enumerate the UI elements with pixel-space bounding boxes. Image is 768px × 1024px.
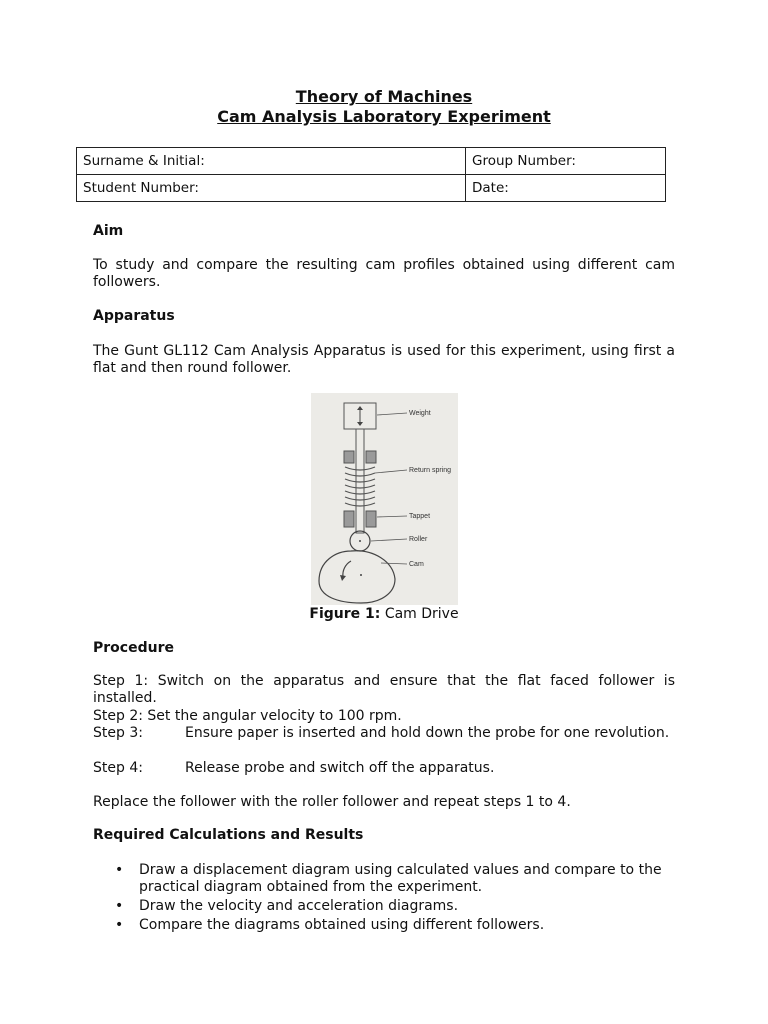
aim-heading: Aim: [93, 223, 124, 239]
figure-caption-label: Figure 1:: [309, 606, 381, 622]
step-2: Step 2: Set the angular velocity to 100 rpm.: [93, 708, 402, 724]
list-item: Draw the velocity and acceleration diagrams.: [139, 898, 459, 914]
group-number-field: Group Number:: [466, 148, 666, 175]
list-item: Draw a displacement diagram using calculated values and compare to the practical diagram obtained from the experiment.: [139, 862, 662, 895]
tappet-label: Tappet: [409, 513, 431, 520]
cam-drive-figure: [311, 393, 458, 605]
bullet-marker: •: [115, 917, 124, 933]
table-row: [77, 148, 666, 175]
step-3-label: Step 3:: [93, 725, 143, 741]
figure-caption-text: Cam Drive: [384, 606, 459, 622]
step-4-label: Step 4:: [93, 760, 143, 776]
apparatus-text: The Gunt GL112 Cam Analysis Apparatus is used for this experiment, using first a flat and then round follower.: [93, 343, 675, 376]
table-row: [77, 175, 666, 202]
cam-drive-diagram: [311, 393, 458, 605]
step-3-text: Ensure paper is inserted and hold down the probe for one revolution.: [185, 725, 670, 741]
step-4: [93, 760, 675, 777]
cam-label: Cam: [409, 561, 424, 568]
replace-follower-text: Replace the follower with the roller follower and repeat steps 1 to 4.: [93, 794, 571, 810]
step-3: [93, 725, 675, 742]
document-subtitle: Cam Analysis Laboratory Experiment: [217, 107, 551, 126]
date-field: Date:: [466, 175, 666, 202]
apparatus-heading: Apparatus: [93, 308, 175, 324]
bullet-marker: •: [115, 862, 124, 878]
list-item: Compare the diagrams obtained using different followers.: [139, 917, 545, 933]
bullet-marker: •: [115, 898, 124, 914]
figure-caption: [0, 606, 768, 622]
roller-label: Roller: [409, 536, 428, 543]
aim-text: To study and compare the resulting cam profiles obtained using different cam followers.: [93, 257, 675, 290]
procedure-heading: Procedure: [93, 640, 174, 656]
weight-label: Weight: [409, 410, 431, 417]
student-number-field: Student Number:: [77, 175, 466, 202]
student-info-table: [76, 147, 666, 202]
document-title: Theory of Machines: [295, 87, 473, 106]
results-heading: Required Calculations and Results: [93, 827, 364, 843]
surname-field: Surname & Initial:: [77, 148, 466, 175]
step-1: Step 1: Switch on the apparatus and ensure that the flat faced follower is installed.: [93, 673, 675, 706]
return-spring-label: Return spring: [409, 467, 452, 474]
step-4-text: Release probe and switch off the apparatus.: [185, 760, 495, 776]
